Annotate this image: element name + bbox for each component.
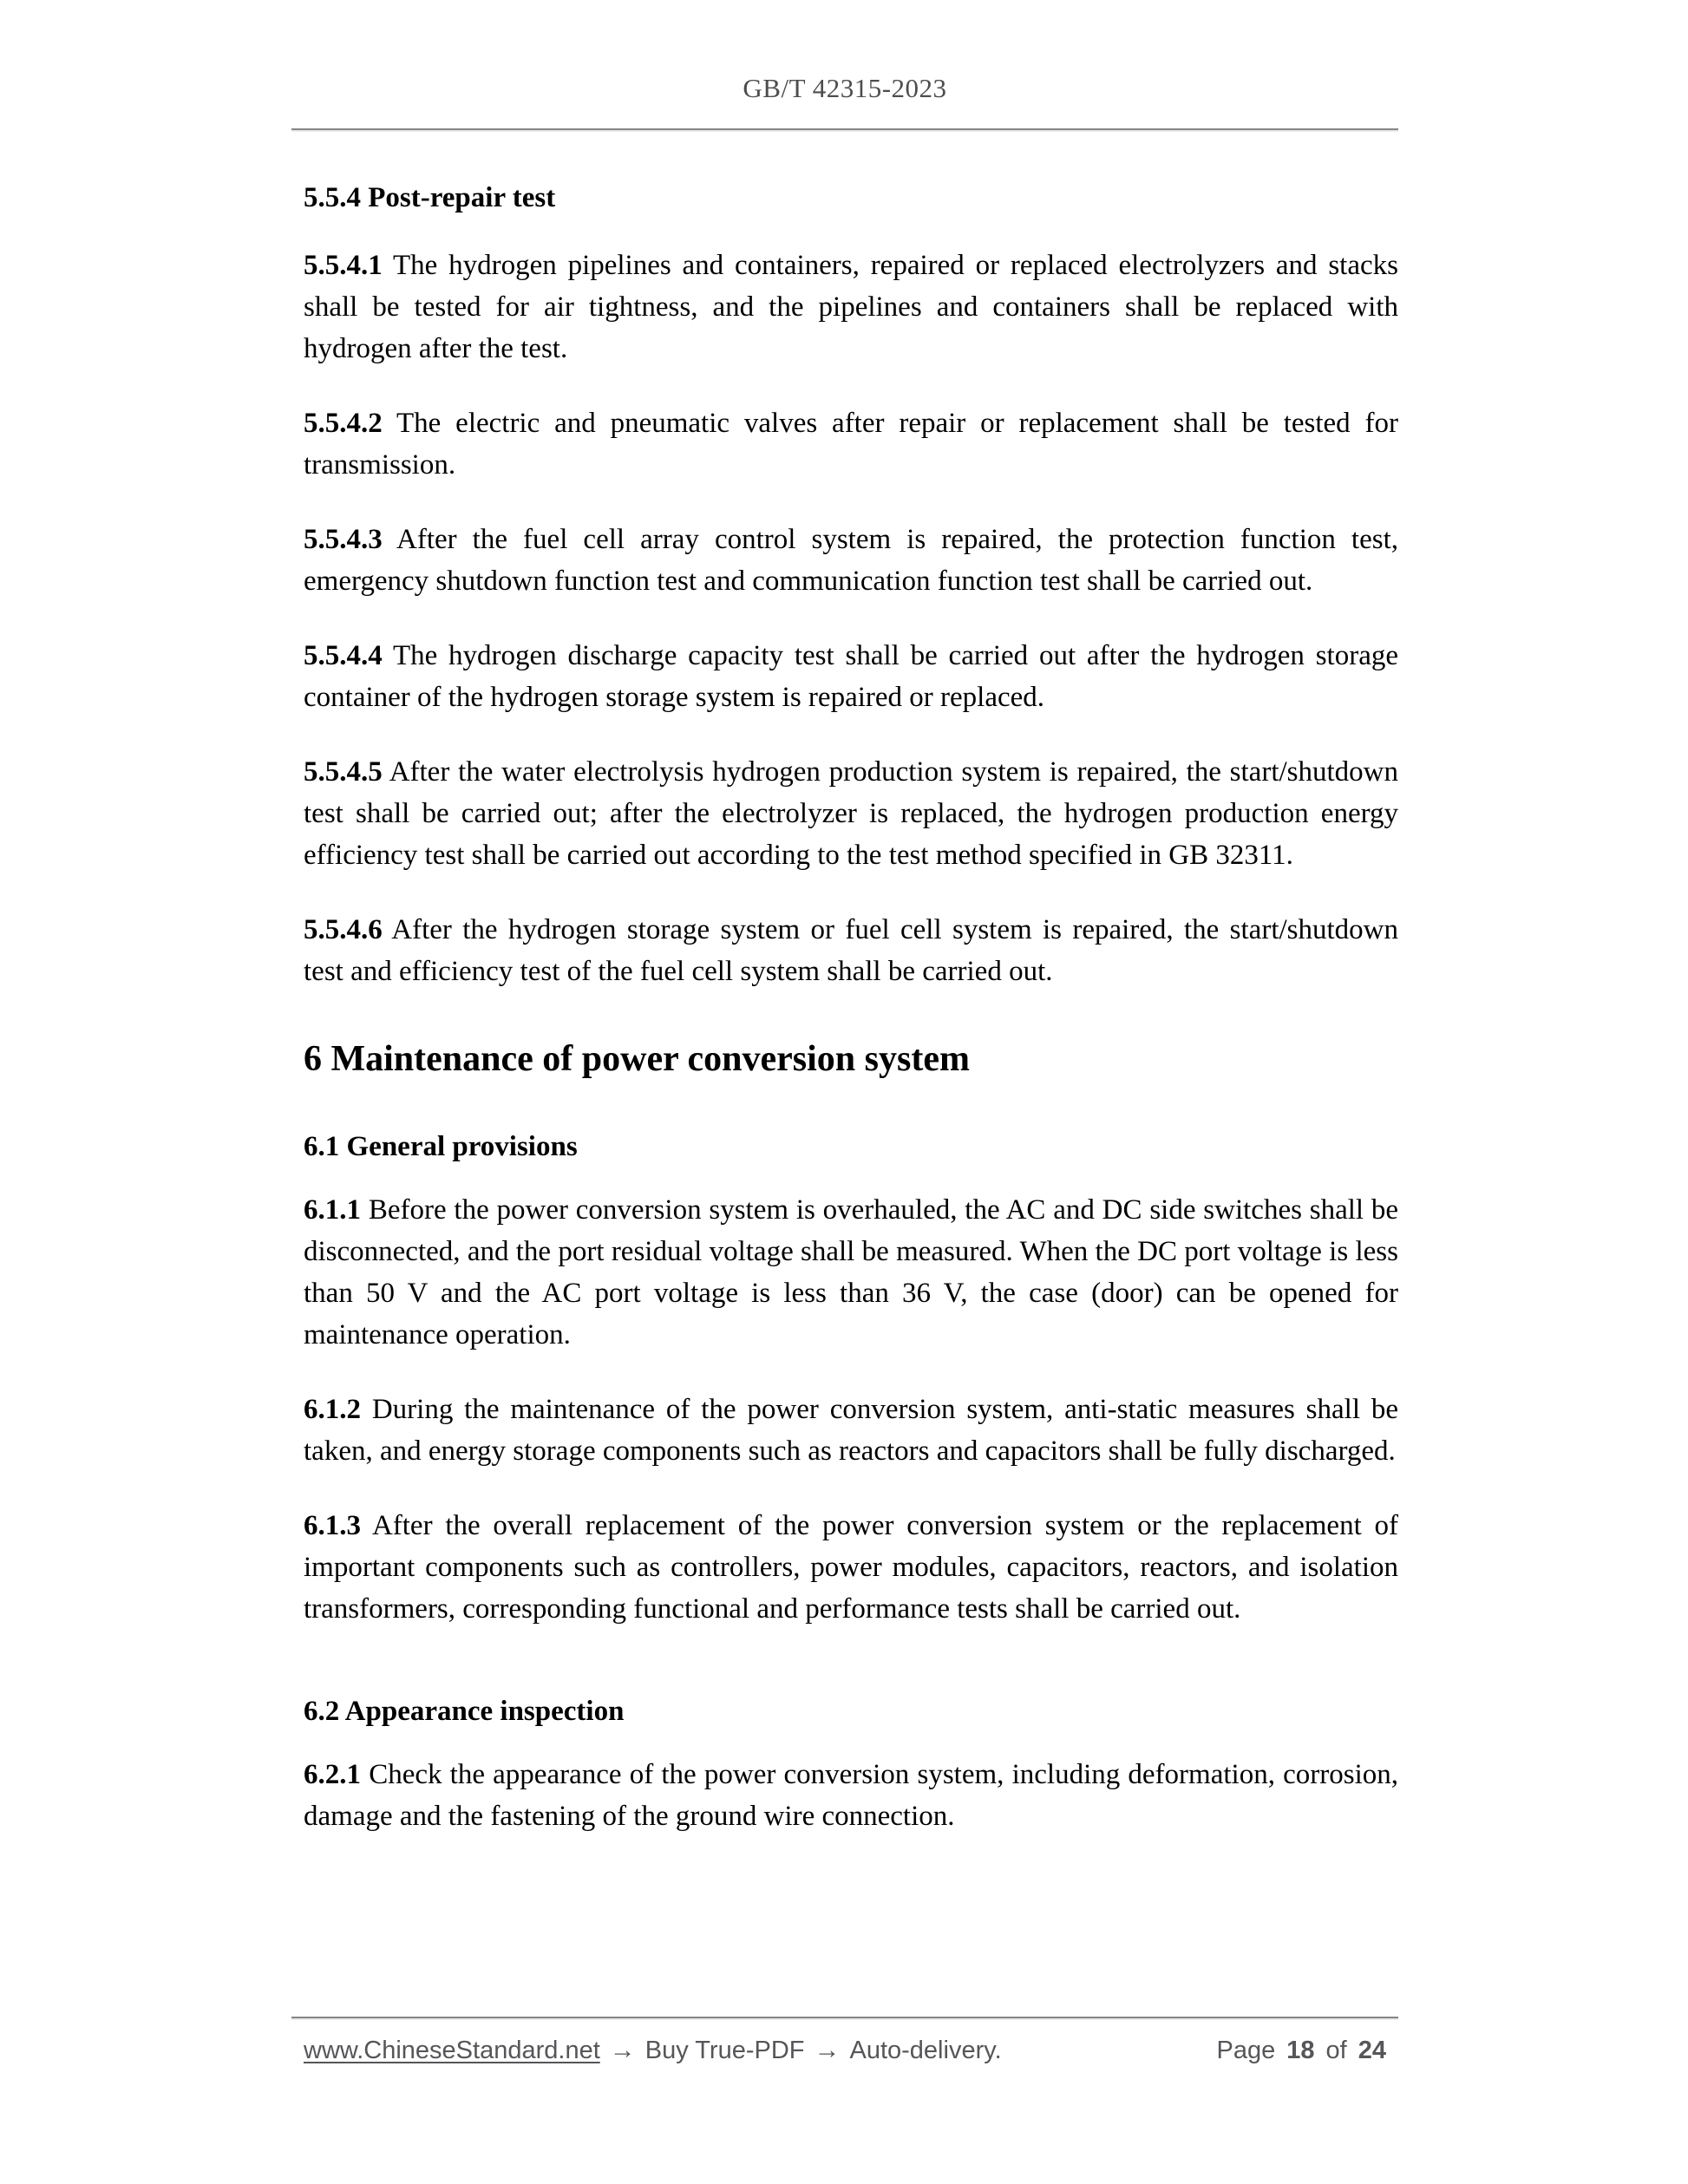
clause-text: After the water electrolysis hydrogen production system is repaired, the start/shutdown test shall be carried out; after the electrolyzer is replaced, the hydrogen production energy efficiency test shall be carried out according to the test method specified in GB 32311. xyxy=(304,756,1398,871)
clause-text: After the fuel cell array control system is repaired, the protection function test, emergency shutdown function test and communication function test shall be carried out. xyxy=(304,524,1398,597)
heading-5-5-4: 5.5.4 Post-repair test xyxy=(304,182,556,213)
footer-action-delivery: Auto-delivery. xyxy=(849,2037,1002,2064)
clause-number: 5.5.4.6 xyxy=(304,914,383,945)
arrow-right-icon: → xyxy=(609,2036,636,2064)
clause-number: 6.1.2 xyxy=(304,1394,361,1425)
paragraph-5-5-4-1 xyxy=(291,245,1398,369)
page-footer xyxy=(291,2017,1398,2066)
clause-number: 5.5.4.1 xyxy=(304,250,383,281)
arrow-right-icon: → xyxy=(814,2036,841,2064)
page-total: 24 xyxy=(1358,2037,1386,2064)
paragraph-5-5-4-4 xyxy=(291,635,1398,718)
clause-text: Check the appearance of the power conversion system, including deformation, corrosion, damage and the fastening of the ground wire connection. xyxy=(304,1759,1399,1832)
site-link[interactable]: www.ChineseStandard.net xyxy=(304,2037,600,2064)
paragraph-6-1-2 xyxy=(291,1389,1398,1472)
clause-number: 6.2.1 xyxy=(304,1759,361,1790)
clause-text: After the overall replacement of the power conversion system or the replacement of important components such as controllers, power modules, capacitors, reactors, and isolation transformers, corresponding functional and performance tests shall be carried out. xyxy=(304,1510,1398,1625)
clause-number: 6.1.1 xyxy=(304,1194,361,1226)
page-current: 18 xyxy=(1286,2037,1315,2064)
standard-number: GB/T 42315-2023 xyxy=(743,73,947,103)
page-content xyxy=(291,0,1398,1870)
of-label: of xyxy=(1325,2037,1347,2064)
paragraph-5-5-4-3 xyxy=(291,519,1398,602)
paragraph-6-1-3 xyxy=(291,1505,1398,1630)
clause-number: 5.5.4.2 xyxy=(304,408,383,439)
paragraph-5-5-4-2 xyxy=(291,402,1398,486)
heading-chapter-6: 6 Maintenance of power conversion system xyxy=(304,1039,970,1079)
paragraph-6-2-1 xyxy=(291,1754,1398,1837)
clause-text: The hydrogen pipelines and containers, repaired or replaced electrolyzers and stacks shall be tested for air tightness, and the pipelines and containers shall be replaced with hydrogen after the test. xyxy=(304,250,1398,364)
clause-number: 5.5.4.4 xyxy=(304,640,383,671)
clause-text: Before the power conversion system is overhauled, the AC and DC side switches shall be disconnected, and the port residual voltage shall be measured. When the DC port voltage is less than 50 V and the AC port voltage is less than 36 V, the case (door) can be opened for maintenance operation. xyxy=(304,1194,1399,1350)
heading-6-2: 6.2 Appearance inspection xyxy=(304,1696,625,1727)
paragraph-6-1-1 xyxy=(291,1189,1398,1356)
page-label: Page xyxy=(1216,2037,1276,2064)
clause-text: The electric and pneumatic valves after repair or replacement shall be tested for transmission. xyxy=(304,408,1399,481)
paragraph-5-5-4-6 xyxy=(291,909,1398,992)
clause-number: 5.5.4.3 xyxy=(304,524,383,555)
clause-text: After the hydrogen storage system or fuel cell system is repaired, the start/shutdown test and efficiency test of the fuel cell system shall be carried out. xyxy=(304,914,1399,987)
footer-row xyxy=(291,2035,1398,2066)
paragraph-5-5-4-5 xyxy=(291,751,1398,876)
page-indicator xyxy=(1217,2035,1386,2066)
clause-number: 5.5.4.5 xyxy=(304,756,383,788)
footer-divider xyxy=(291,2017,1398,2020)
header-divider xyxy=(291,128,1398,132)
footer-promo xyxy=(304,2035,1002,2066)
clause-text: During the maintenance of the power conversion system, anti-static measures shall be taken, and energy storage components such as reactors and capacitors shall be fully discharged. xyxy=(304,1394,1398,1467)
heading-6-1: 6.1 General provisions xyxy=(304,1131,578,1162)
footer-action-buy: Buy True-PDF xyxy=(644,2037,805,2064)
clause-text: The hydrogen discharge capacity test shall be carried out after the hydrogen storage container of the hydrogen storage system is repaired or replaced. xyxy=(304,640,1398,713)
clause-number: 6.1.3 xyxy=(304,1510,361,1541)
